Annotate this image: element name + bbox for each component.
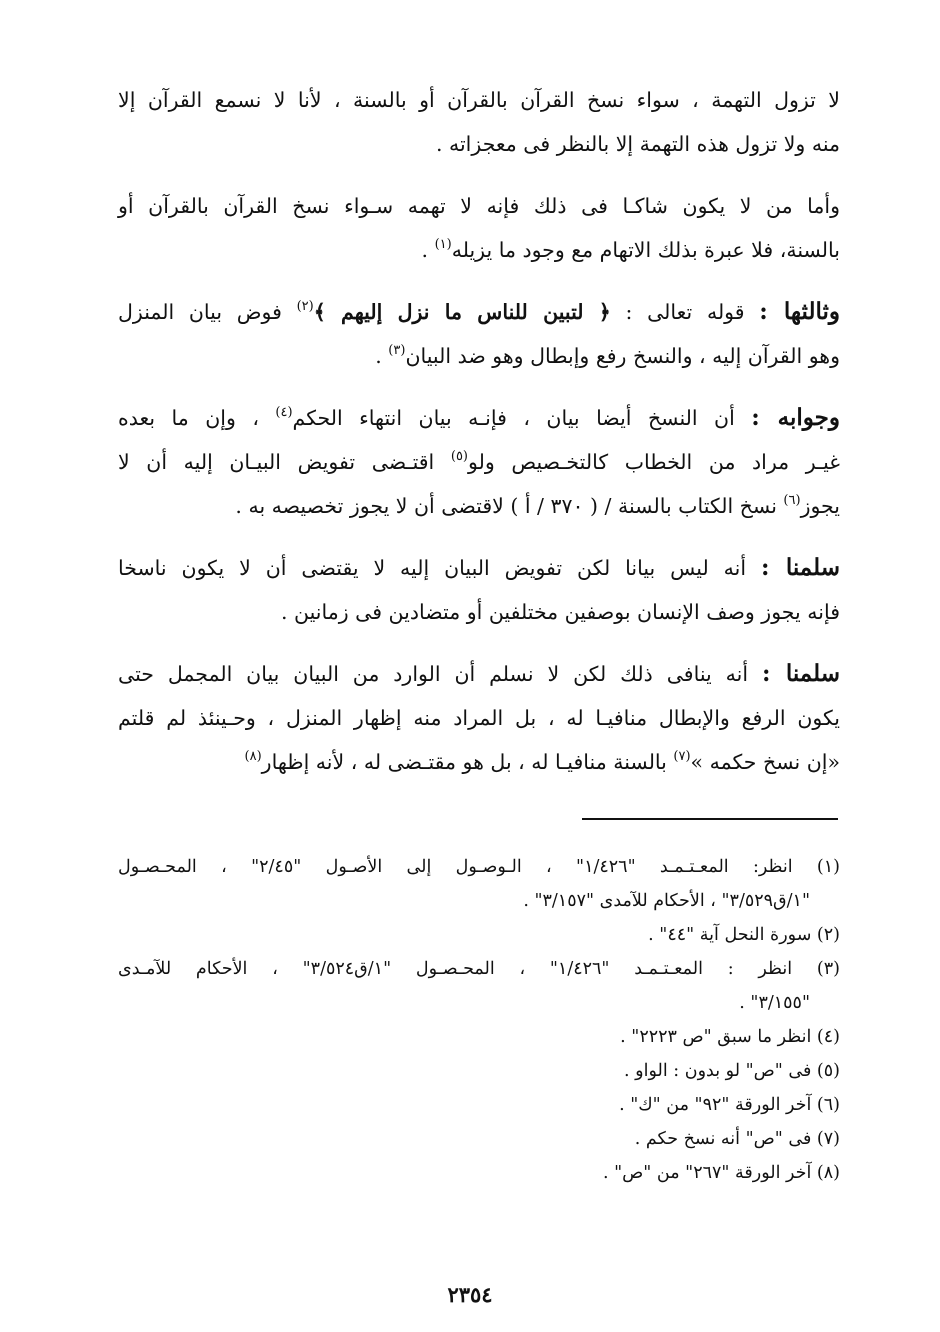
- line-text: «إن نسخ حكمه »: [690, 750, 840, 774]
- line-text: بالسنة منافيـا له ، بل هو مقتـضى له ، لأنه إظهار: [261, 750, 674, 774]
- footnote-ref: (٥): [450, 449, 468, 464]
- line-text: بالسنة، فلا عبرة بذلك الاتهام مع وجود ما يزيله: [451, 238, 840, 262]
- footnote-ref: (٧): [673, 749, 691, 764]
- text-line: [118, 484, 840, 528]
- footnote: (٤) انظر ما سبق "ص ٢٢٢٣" .: [620, 1027, 840, 1047]
- quran-verse: ﴿ لتبين للناس ما نزل إليهم ﴾: [313, 300, 611, 324]
- line-text: فإنه يجوز وصف الإنسان بوصفين مختلفين أو متضادين فى زمانين .: [280, 600, 840, 624]
- footnote-ref: (٦): [783, 493, 801, 508]
- line-text: غيـر مراد من الخطاب كالتخـصيص ولو: [468, 450, 840, 474]
- footnote-ref: (١): [434, 237, 452, 252]
- footnote: (٥) فى "ص" لو بدون : الواو .: [624, 1061, 840, 1081]
- text-line: [118, 78, 840, 122]
- line-text: .: [375, 344, 389, 368]
- text-line: [118, 396, 840, 440]
- paragraph-gap: [118, 634, 840, 652]
- lead-word: وثالثها :: [759, 298, 840, 325]
- paragraph-gap: [118, 528, 840, 546]
- line-text: نسخ الكتاب بالسنة / ( ٣٧٠ / أ ) لاقتضى أن لا يجوز تخصيصه به .: [235, 494, 784, 518]
- text-line: [118, 228, 840, 272]
- paragraph-gap: [118, 378, 840, 396]
- footnote-ref: (٤): [275, 405, 293, 420]
- line-text: لا تزول التهمة ، سواء نسخ القرآن بالقرآن أو بالسنة ، لأنا لا نسمع القرآن إلا: [118, 88, 840, 112]
- lead-word: سلمنا :: [761, 660, 840, 687]
- paragraph: [118, 290, 840, 378]
- text-line: [118, 122, 840, 166]
- lead-word: وجوابه :: [751, 404, 841, 431]
- line-text: وهو القرآن إليه ، والنسخ رفع وإبطال وهو ضد البيان: [405, 344, 840, 368]
- line-text: منه ولا تزول هذه التهمة إلا بالنظر فى معجزاته .: [435, 132, 840, 156]
- paragraph: [118, 184, 840, 272]
- line-text: ، وإن ما بعده: [118, 406, 276, 430]
- text-line: [118, 652, 840, 696]
- page-number: ٢٣٥٤: [447, 1282, 493, 1307]
- text-line: [118, 290, 840, 334]
- footnote: "١/ق٣/٥٢٩" ، الأحكام للآمدى "٣/١٥٧" .: [523, 891, 810, 911]
- text-line: [118, 440, 840, 484]
- text-line: [118, 696, 840, 740]
- paragraph-gap: [118, 166, 840, 184]
- paragraph-gap: [118, 272, 840, 290]
- line-text: وأما من لا يكون شاكـا فى ذلك فإنه لا تهمه سـواء نسخ القرآن بالقرآن أو: [118, 194, 840, 218]
- footnote-ref: (٢): [296, 299, 314, 314]
- footnote: (٢) سورة النحل آية "٤٤" .: [648, 925, 840, 945]
- main-text: [118, 78, 840, 784]
- footnote-ref: (٣): [388, 343, 406, 358]
- footnote: (٧) فى "ص" أنه نسخ حكم .: [634, 1129, 840, 1149]
- line-text: اقتـضى تفويض البيـان إليه أن لا: [118, 450, 451, 474]
- line-text: يكون الرفع والإبطال منافيـا له ، بل المراد منه إظهار المنزل ، وحـينئذ لم قلتم: [118, 706, 840, 730]
- line-text: أنه ينافى ذلك لكن لا نسلم أن الوارد من البيان بيان المجمل حتى: [118, 662, 762, 686]
- text-line: [118, 334, 840, 378]
- text-line: [118, 590, 840, 634]
- footnote: (٦) آخر الورقة "٩٢" من "ك" .: [619, 1095, 840, 1115]
- paragraph: [118, 396, 840, 528]
- paragraph: [118, 78, 840, 166]
- line-text: أنه ليس بيانا لكن تفويض البيان إليه لا يقتضى أن لا يكون ناسخا: [118, 556, 761, 580]
- text-line: [118, 546, 840, 590]
- footnote: "٣/١٥٥" .: [739, 993, 810, 1013]
- paragraph: [118, 546, 840, 634]
- text-line: [118, 740, 840, 784]
- lead-word: سلمنا :: [760, 554, 840, 581]
- line-text: يجوز: [800, 494, 840, 518]
- paragraph: [118, 652, 840, 784]
- footnote: (٣) انظر : المعـتـمـد "١/٤٢٦" ، المحـصـول "١/ق٣/٥٢٤" ، الأحكام للآمـدى: [118, 959, 840, 979]
- line-text: أن النسخ أيضا بيان ، فإنـه بيان انتهاء الحكم: [292, 406, 752, 430]
- line-text: قوله تعالى :: [610, 300, 760, 324]
- footnote-separator: [582, 818, 838, 820]
- footnotes: [118, 850, 840, 1190]
- footnote: (٨) آخر الورقة "٢٦٧" من "ص" .: [602, 1163, 840, 1183]
- line-text: فوض بيان المنزل: [118, 300, 297, 324]
- text-line: [118, 184, 840, 228]
- footnote: (١) انظر: المعـتـمـد "١/٤٢٦" ، الـوصـول إلى الأصـول "٢/٤٥" ، المحـصـول: [118, 857, 840, 877]
- line-text: .: [421, 238, 435, 262]
- footnote-ref: (٨): [244, 749, 262, 764]
